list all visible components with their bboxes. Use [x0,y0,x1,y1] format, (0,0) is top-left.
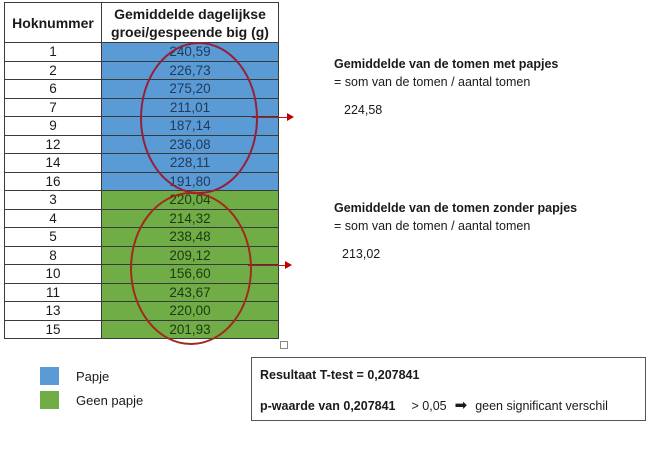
hoknummer-cell: 13 [5,302,102,321]
table-row [5,80,279,99]
growth-table [4,2,279,339]
conclusion: geen significant verschil [475,399,608,413]
hoknummer-cell: 9 [5,117,102,136]
growth-value-cell: 209,12 [102,246,279,265]
hoknummer-cell: 8 [5,246,102,265]
table-row [5,228,279,247]
growth-value-cell: 240,59 [102,43,279,62]
table-row [5,209,279,228]
hoknummer-cell: 12 [5,135,102,154]
table-row [5,135,279,154]
swatch-green-icon [40,391,59,409]
hoknummer-cell: 3 [5,191,102,210]
table-row [5,61,279,80]
hoknummer-cell: 15 [5,320,102,339]
note-title: Gemiddelde van de tomen met papjes [334,57,559,71]
table-row [5,283,279,302]
header-line-1: Gemiddelde dagelijkse [114,5,266,22]
growth-value-cell: 238,48 [102,228,279,247]
hoknummer-cell: 14 [5,154,102,173]
legend-label: Papje [76,368,110,384]
growth-value-cell: 220,00 [102,302,279,321]
table-row [5,154,279,173]
growth-value-cell: 211,01 [102,98,279,117]
note-mean-with-papjes [334,55,558,119]
arrow-right-icon [252,117,288,118]
table-row [5,117,279,136]
growth-value-cell: 236,08 [102,135,279,154]
arrow-right-icon [248,265,286,266]
growth-value-cell: 214,32 [102,209,279,228]
growth-value-cell: 191,80 [102,172,279,191]
hoknummer-cell: 10 [5,265,102,284]
header-gemiddelde-groei [102,3,279,43]
table-row [5,191,279,210]
note-formula: = som van de tomen / aantal tomen [334,219,531,233]
legend-item-geen-papje [40,388,143,412]
note-formula: = som van de tomen / aantal tomen [334,75,531,89]
legend-item-papje [40,364,143,388]
pvalue-line [260,396,645,416]
resize-handle[interactable] [280,341,288,349]
hoknummer-cell: 1 [5,43,102,62]
swatch-blue-icon [40,367,59,385]
table-row [5,98,279,117]
growth-value-cell: 226,73 [102,61,279,80]
note-title: Gemiddelde van de tomen zonder papjes [334,201,578,215]
header-hoknummer: Hoknummer [5,3,102,43]
legend [40,364,143,412]
table-row [5,246,279,265]
hoknummer-cell: 5 [5,228,102,247]
hoknummer-cell: 16 [5,172,102,191]
growth-value-cell: 228,11 [102,154,279,173]
growth-value-cell: 275,20 [102,80,279,99]
hoknummer-cell: 4 [5,209,102,228]
pvalue-label: p-waarde van 0,207841 [260,399,396,413]
growth-value-cell: 220,04 [102,191,279,210]
growth-value-cell: 156,60 [102,265,279,284]
growth-value-cell: 187,14 [102,117,279,136]
hoknummer-cell: 7 [5,98,102,117]
comparison: > 0,05 [411,399,447,413]
table-row [5,265,279,284]
table-body [5,43,279,339]
ttest-result-box [251,357,646,421]
table-row [5,302,279,321]
header-line-2: groei/gespeende big (g) [111,23,269,40]
arrow-right-icon: ➡ [454,397,468,414]
table-row [5,43,279,62]
ttest-line: Resultaat T-test = 0,207841 [260,368,420,382]
table-row [5,320,279,339]
growth-value-cell: 201,93 [102,320,279,339]
note-value: 224,58 [344,103,383,117]
hoknummer-cell: 11 [5,283,102,302]
growth-value-cell: 243,67 [102,283,279,302]
hoknummer-cell: 2 [5,61,102,80]
hoknummer-cell: 6 [5,80,102,99]
legend-label: Geen papje [76,392,144,408]
table-row [5,172,279,191]
note-value: 213,02 [342,247,381,261]
note-mean-without-papjes [334,199,577,263]
table-header-row [5,3,279,43]
